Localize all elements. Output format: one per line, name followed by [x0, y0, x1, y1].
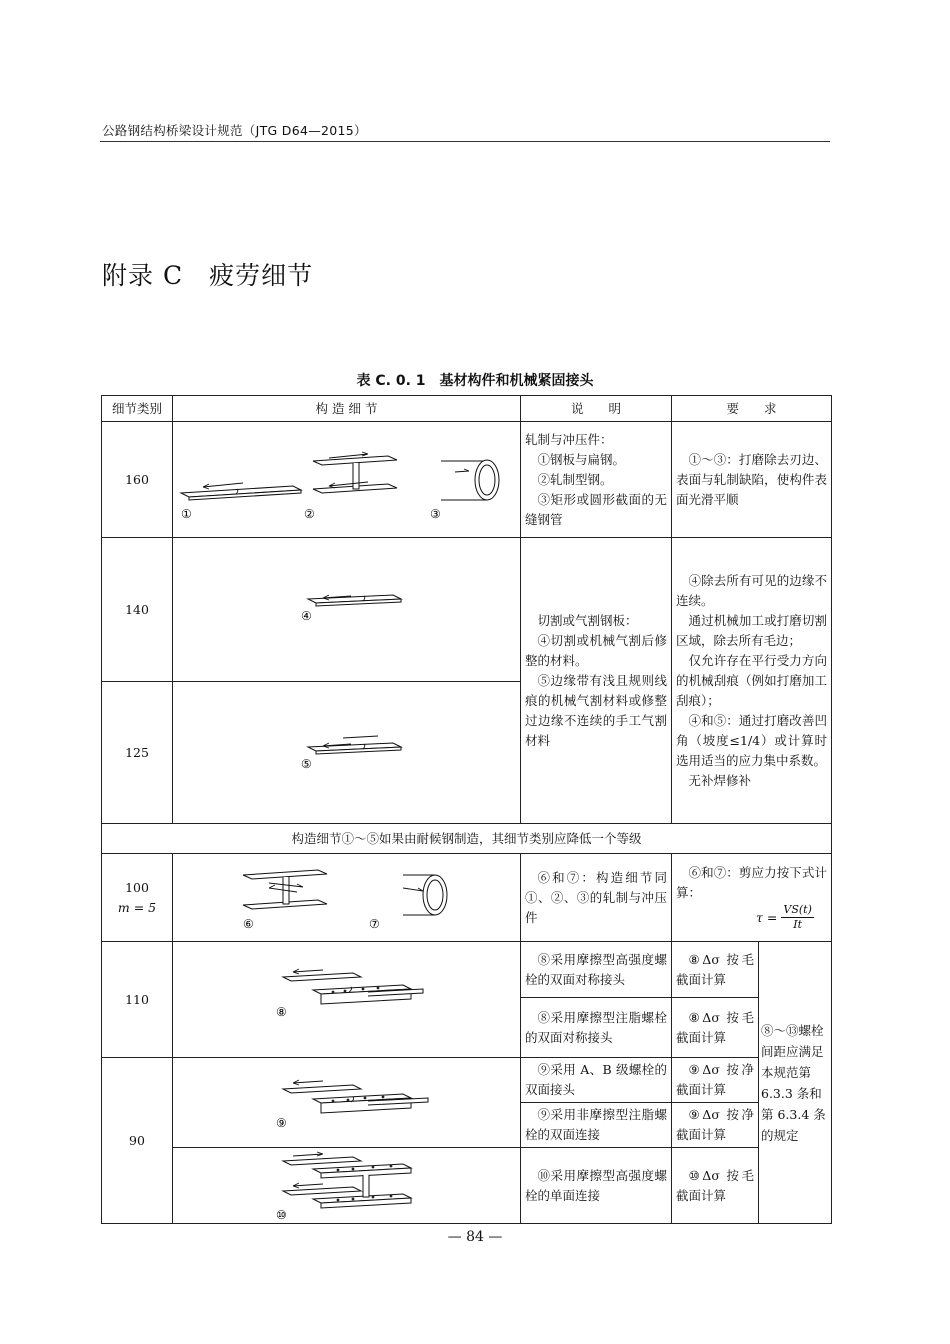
requirement-cut-line: 无补焊修补: [688, 772, 752, 788]
requirement-cut-line: ④和⑤：通过打磨改善凹角（坡度≤1/4）或计算时选用适当的应力集中系数。: [676, 712, 828, 768]
description-90a: [521, 1058, 672, 1103]
double-lap-joint-figure: [173, 944, 519, 1056]
mark-2: ②: [304, 506, 315, 521]
description-cut: [521, 538, 672, 824]
requirement-110b: [672, 998, 759, 1058]
cut-plate-figure: [173, 539, 519, 681]
detail-90c: [173, 1148, 521, 1224]
weathering-steel-note: 构造细节①～⑤如果由耐候钢制造，其细节类别应降低一个等级: [102, 824, 832, 854]
running-header: 公路钢结构桥梁设计规范（JTG D64—2015）: [102, 123, 367, 138]
requirement-160-line: ①～③：打磨除去刃边、表面与轧制缺陷，使构件表面光滑平顺: [676, 451, 828, 507]
mark-10: ⑩: [276, 1207, 287, 1222]
requirement-110a-text: ⑧Δσ 按毛截面计算: [676, 951, 754, 987]
formula-numerator: VS(t): [783, 903, 812, 916]
shear-formula: [676, 903, 827, 932]
detail-160: [173, 422, 521, 538]
requirement-110a: [672, 942, 759, 998]
category-110: 110: [102, 942, 173, 1058]
mark-1: ①: [181, 506, 192, 521]
description-90b: [521, 1103, 672, 1148]
detail-100: [173, 854, 521, 942]
detail-90a: [173, 1058, 521, 1148]
bolt-spacing-requirement: ⑧～⑬螺栓间距应满足本规范第 6.3.3 条和第 6.3.4 条的规定: [759, 942, 832, 1224]
col-header-category: 细节类别: [102, 396, 173, 422]
mark-9: ⑨: [276, 1115, 287, 1130]
requirement-90a: [672, 1058, 759, 1103]
table-title: 表 C. 0. 1 基材构件和机械紧固接头: [356, 373, 594, 389]
description-110b: [521, 998, 672, 1058]
mark-5: ⑤: [301, 756, 312, 771]
flame-cut-plate-figure: [173, 683, 519, 823]
category-100: [102, 854, 173, 942]
header-rule: [100, 141, 830, 142]
requirement-cut-line: ④除去所有可见的边缘不连续。: [676, 572, 828, 608]
category-100-m: m = 5: [117, 899, 157, 915]
table-row-140: [102, 538, 832, 682]
page-number: — 84 —: [447, 1229, 503, 1245]
detail-140: [173, 538, 521, 682]
description-100: [521, 854, 672, 942]
col-header-requirement: 要 求: [672, 396, 832, 422]
single-lap-joint-figure: [173, 1149, 519, 1223]
table-row-110a: [102, 942, 832, 998]
shear-sections-figure: [173, 855, 519, 941]
description-90c: [521, 1148, 672, 1224]
detail-110: [173, 942, 521, 1058]
category-90: 90: [102, 1058, 173, 1224]
description-90c-text: ⑩采用摩擦型高强度螺栓的单面连接: [525, 1167, 667, 1203]
description-160-line: ③矩形或圆形截面的无缝钢管: [525, 491, 667, 527]
requirement-cut-line: 通过机械加工或打磨切割区域，除去所有毛边；: [676, 612, 828, 648]
weathering-steel-note-row: [102, 824, 832, 854]
description-160-line: 轧制与冲压件：: [525, 431, 613, 447]
requirement-90c-text: ⑩Δσ 按毛截面计算: [676, 1167, 754, 1203]
col-header-description: 说 明: [521, 396, 672, 422]
requirement-cut: [672, 538, 832, 824]
table-row-90c: [102, 1148, 832, 1224]
table-header-row: [102, 396, 832, 422]
description-160-line: ②轧制型钢。: [537, 471, 613, 487]
description-110b-text: ⑧采用摩擦型注脂螺栓的双面对称接头: [525, 1009, 667, 1045]
col-header-detail: 构 造 细 节: [173, 396, 521, 422]
description-90a-text: ⑨采用 A、B 级螺栓的双面接头: [525, 1062, 667, 1097]
table-row-100: [102, 854, 832, 942]
category-100-value: 100: [125, 879, 149, 895]
requirement-cut-line: 仅允许存在平行受力方向的机械刮痕（例如打磨加工刮痕）；: [676, 652, 828, 708]
rolled-sections-figure: [173, 423, 519, 537]
mark-7: ⑦: [369, 916, 380, 931]
description-160-line: ①钢板与扁钢。: [537, 451, 626, 467]
requirement-110b-text: ⑧Δσ 按毛截面计算: [676, 1009, 754, 1045]
mark-4: ④: [301, 608, 312, 623]
category-140: 140: [102, 538, 173, 682]
appendix-name: 疲劳细节: [209, 261, 314, 290]
requirement-90c: [672, 1148, 759, 1224]
description-100-text: ⑥和⑦：构造细节同①、②、③的轧制与冲压件: [525, 869, 667, 925]
requirement-100-text: ⑥和⑦：剪应力按下式计算：: [676, 865, 828, 900]
table-row-160: [102, 422, 832, 538]
description-110a-text: ⑧采用摩擦型高强度螺栓的双面对称接头: [525, 951, 667, 987]
mark-8: ⑧: [276, 1004, 287, 1019]
detail-125: [173, 682, 521, 824]
fatigue-detail-table: [101, 395, 832, 1224]
description-cut-line: 切割或气割钢板：: [537, 612, 638, 628]
description-cut-line: ④切割或机械气割后修整的材料。: [525, 632, 667, 668]
requirement-90b-text: ⑨Δσ 按净截面计算: [676, 1107, 754, 1142]
bearing-bolt-joint-figure: [173, 1061, 519, 1145]
description-160: [521, 422, 672, 538]
description-90b-text: ⑨采用非摩擦型注脂螺栓的双面连接: [525, 1107, 667, 1142]
requirement-100: [672, 854, 832, 942]
appendix-title: [102, 256, 313, 292]
appendix-label: 附录 C: [102, 261, 184, 290]
description-cut-line: ⑤边缘带有浅且规则线痕的机械气割材料或修整过边缘不连续的手工气割材料: [525, 672, 667, 748]
formula-denominator: It: [793, 918, 802, 931]
requirement-90a-text: ⑨Δσ 按净截面计算: [676, 1062, 754, 1097]
table-row-90a: [102, 1058, 832, 1103]
formula-fraction: [781, 903, 813, 932]
category-160: 160: [102, 422, 173, 538]
formula-lhs: τ =: [756, 909, 778, 925]
mark-6: ⑥: [243, 916, 254, 931]
requirement-90b: [672, 1103, 759, 1148]
mark-3: ③: [430, 506, 441, 521]
requirement-160: [672, 422, 832, 538]
description-110a: [521, 942, 672, 998]
category-125: 125: [102, 682, 173, 824]
